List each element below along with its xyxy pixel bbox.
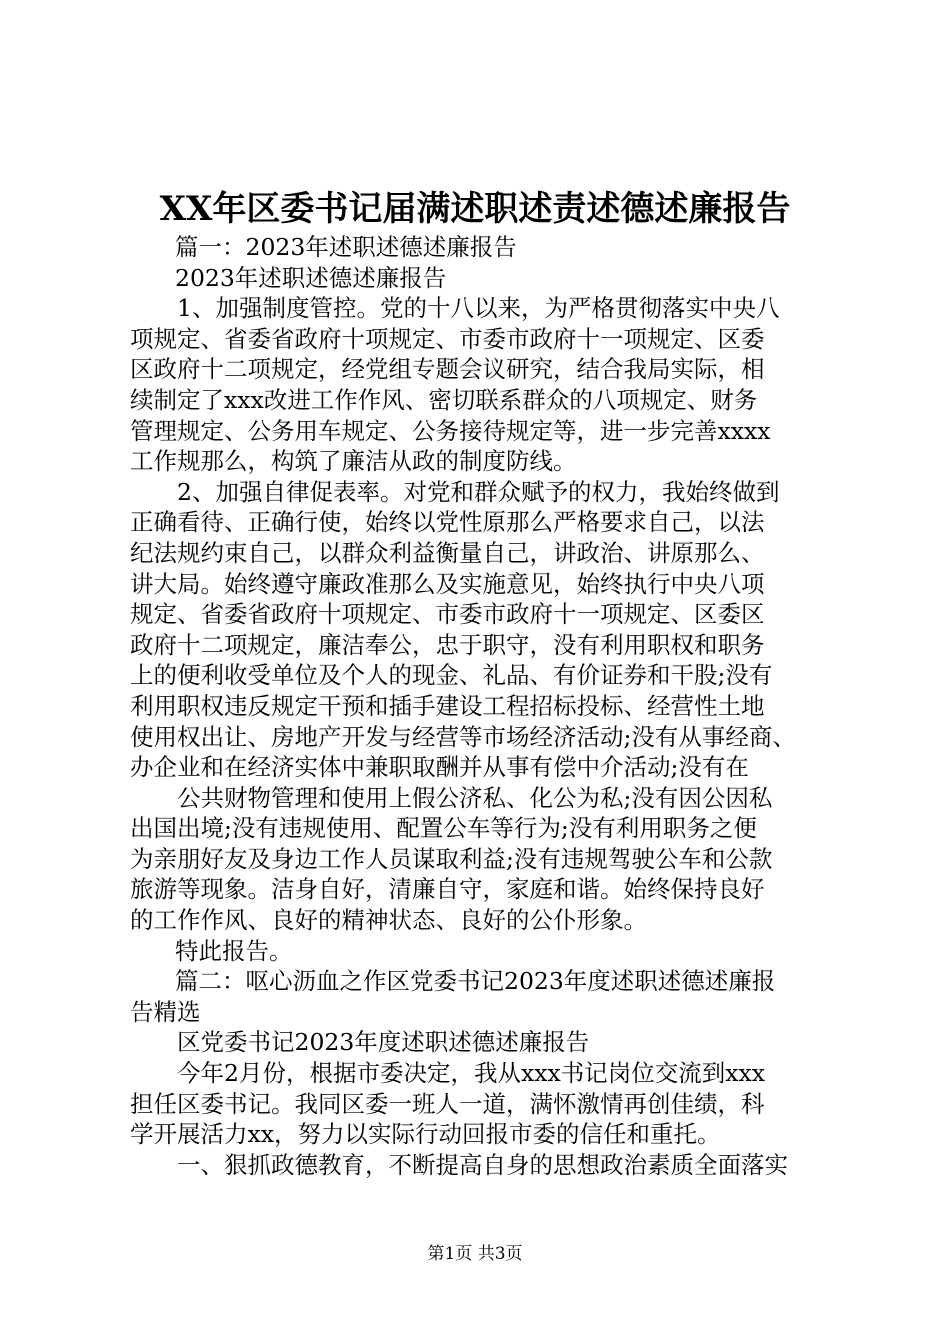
paragraph-line: 区政府十二项规定，经党组专题会议研究，结合我局实际，相 [130, 355, 765, 384]
paragraph-line: 管理规定、公务用车规定、公务接待规定等，进一步完善xxxx [130, 416, 771, 445]
section-heading: 告精选 [130, 997, 201, 1026]
section-heading: 篇二：呕心沥血之作区党委书记2023年度述职述德述廉报 [175, 967, 776, 996]
paragraph-line: 政府十二项规定，廉洁奉公，忠于职守，没有利用职权和职务 [130, 630, 765, 659]
paragraph-line: 项规定、省委省政府十项规定、市委市政府十一项规定、区委 [130, 324, 765, 353]
paragraph-line: 续制定了xxx改进工作作风、密切联系群众的八项规定、财务 [130, 385, 758, 414]
paragraph-line: 特此报告。 [175, 936, 293, 965]
subheading: 区党委书记2023年度述职述德述廉报告 [177, 1028, 590, 1057]
paragraph-line: 规定、省委省政府十项规定、市委市政府十一项规定、区委区 [130, 600, 765, 629]
paragraph-line: 一、狠抓政德教育，不断提高自身的思想政治素质全面落实 [177, 1150, 788, 1179]
paragraph-line: 1、加强制度管控。党的十八以来，为严格贯彻落实中央八 [177, 294, 780, 323]
page-footer: 第1页 共3页 [427, 1244, 523, 1264]
paragraph-line: 正确看待、正确行使，始终以党性原那么严格要求自己，以法 [130, 508, 765, 537]
paragraph-line: 今年2月份，根据市委决定，我从xxx书记岗位交流到xxx [177, 1059, 765, 1088]
section-heading: 篇一：2023年述职述德述廉报告 [175, 233, 517, 261]
paragraph-line: 讲大局。始终遵守廉政准那么及实施意见，始终执行中央八项 [130, 569, 765, 598]
paragraph-line: 为亲朋好友及身边工作人员谋取利益;没有违规驾驶公车和公款 [130, 844, 773, 873]
paragraph-line: 上的便利收受单位及个人的现金、礼品、有价证券和干股;没有 [130, 661, 773, 690]
paragraph-line: 的工作作风、良好的精神状态、良好的公仆形象。 [130, 906, 647, 935]
paragraph-line: 学开展活力xx，努力以实际行动回报市委的信任和重托。 [130, 1120, 721, 1149]
paragraph-line: 利用职权违反规定干预和插手建设工程招标投标、经营性土地 [130, 691, 765, 720]
paragraph-line: 公共财物管理和使用上假公济私、化公为私;没有因公因私 [177, 783, 773, 812]
paragraph-line: 办企业和在经济实体中兼职取酬并从事有偿中介活动;没有在 [130, 753, 749, 782]
paragraph-line: 旅游等现象。洁身自好，清廉自守，家庭和谐。始终保持良好 [130, 875, 765, 904]
subheading: 2023年述职述德述廉报告 [175, 263, 447, 292]
paragraph-line: 纪法规约束自己，以群众利益衡量自己，讲政治、讲原那么、 [130, 538, 765, 567]
paragraph-line: 2、加强自律促表率。对党和群众赋予的权力，我始终做到 [177, 477, 780, 506]
document-body [130, 232, 830, 1180]
paragraph-line: 使用权出让、房地产开发与经营等市场经济活动;没有从事经商、 [130, 722, 796, 751]
paragraph-line: 担任区委书记。我同区委一班人一道，满怀激情再创佳绩，科 [130, 1089, 765, 1118]
paragraph-line: 工作规那么，构筑了廉洁从政的制度防线。 [130, 447, 577, 476]
document-title: XX年区委书记届满述职述责述德述廉报告 [159, 189, 791, 229]
paragraph-line: 出国出境;没有违规使用、配置公车等行为;没有利用职务之便 [130, 814, 757, 843]
